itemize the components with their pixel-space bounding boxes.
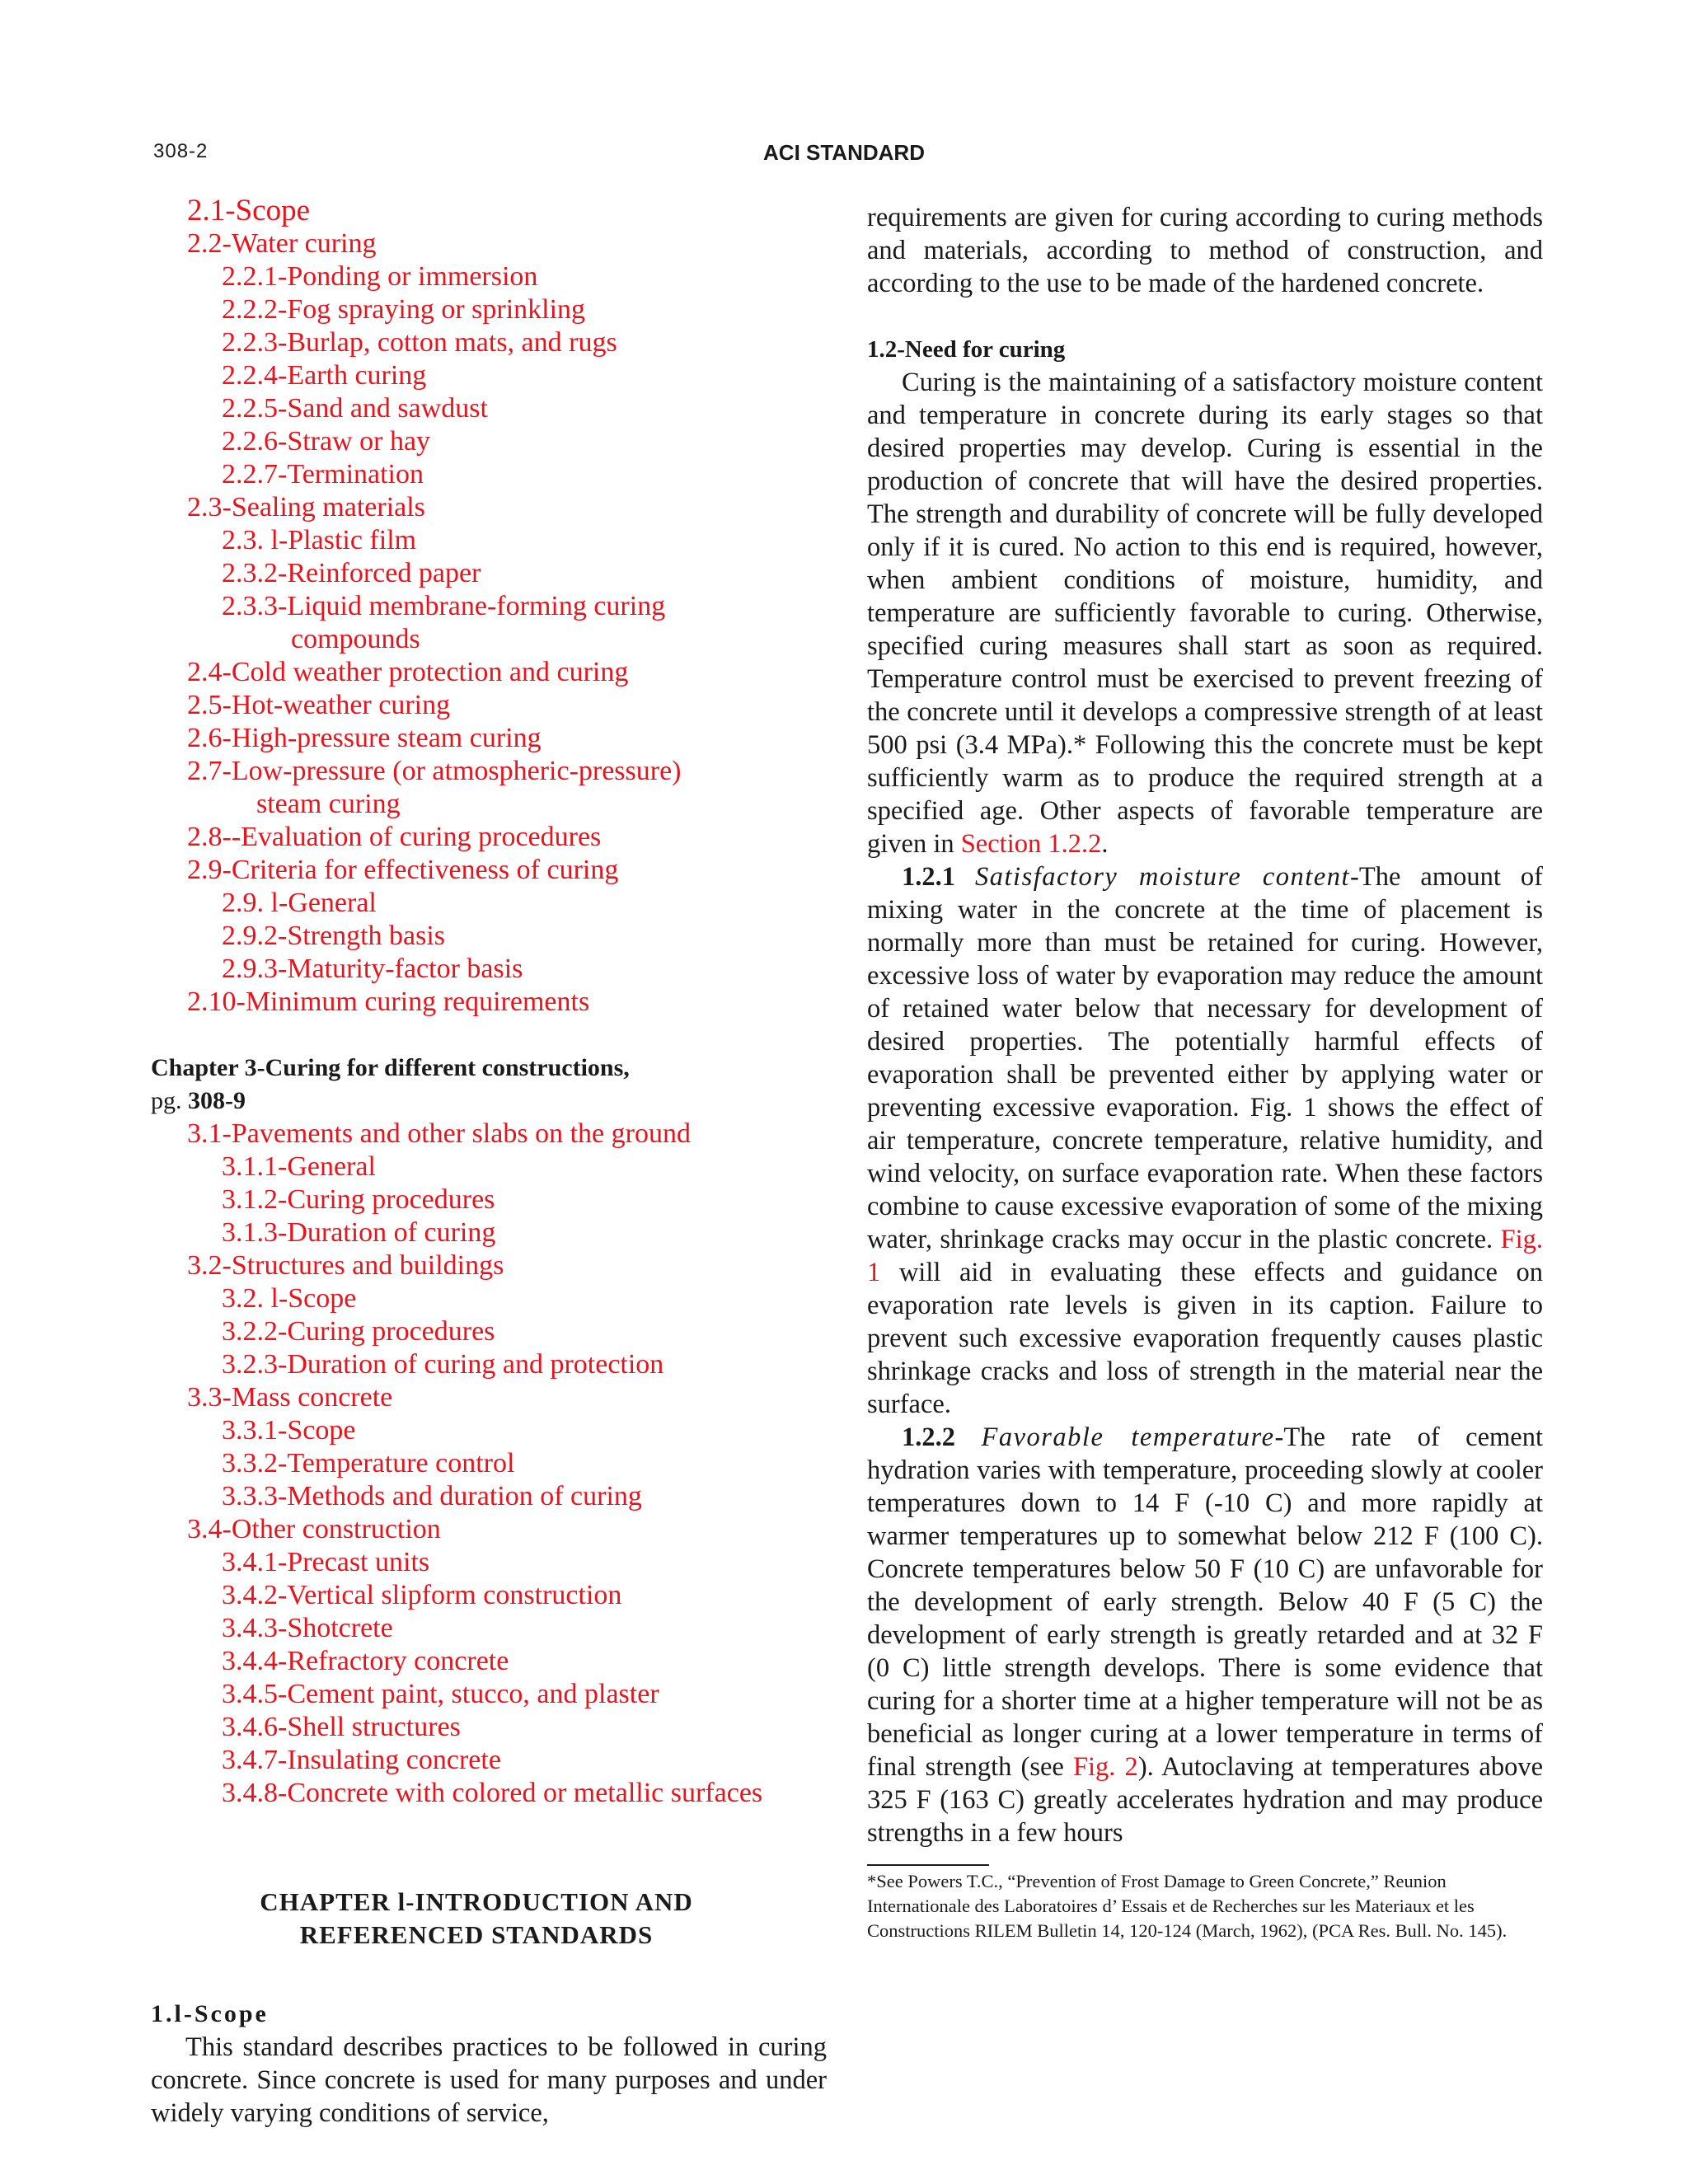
section-1-2-2-title: Favorable temperature xyxy=(981,1422,1275,1452)
toc-link[interactable]: 2.1-Scope xyxy=(187,194,310,227)
chapter-3-page: 308-9 xyxy=(188,1087,246,1114)
toc-link[interactable]: 2.4-Cold weather protection and curing xyxy=(187,657,629,687)
toc-link[interactable]: 3.3.1-Scope xyxy=(222,1415,356,1446)
chapter-1-title-line-2: REFERENCED STANDARDS xyxy=(299,1920,654,1949)
toc-link[interactable]: 2.9. l-General xyxy=(222,888,377,918)
section-1-2-1-title: Satisfactory moisture content xyxy=(975,862,1351,892)
toc-link[interactable]: 2.5-Hot-weather curing xyxy=(187,690,451,720)
toc-link[interactable]: 2.7-Low-pressure (or atmospheric-pressure) xyxy=(187,756,682,786)
toc-link[interactable]: 3.3-Mass concrete xyxy=(187,1382,393,1413)
toc-link[interactable]: 3.4.5-Cement paint, stucco, and plaster xyxy=(222,1679,659,1709)
s122-text-b: ). Autoclaving at temperatures above 325 F (163 C) greatly accelerates hydration and may produce strengths in a few hours xyxy=(867,1752,1543,1848)
chapter-1-title xyxy=(151,1886,827,1952)
need-for-curing-paragraph xyxy=(867,366,1543,860)
toc-link[interactable]: 2.2.6-Straw or hay xyxy=(222,426,431,457)
chapter-3-page-prefix: pg. xyxy=(151,1087,188,1114)
toc-link[interactable]: 2.9-Criteria for effectiveness of curing xyxy=(187,855,619,885)
need-text-a: Curing is the maintaining of a satisfactory moisture content and temperature in concrete during its early stages so that desired properties may develop. Curing is essential in the production of concrete that will have the desired properties. The strength and durability of concrete will be fully developed only if it is cured. No action to this end is required, however, when ambient conditions of moisture, humidity, and temperature are sufficiently favorable to curing. Otherwise, specified curing measures shall start as soon as required. Temperature control must be exercised to prevent freezing of the concrete until it develops a compressive strength of at least 500 psi (3.4 MPa).* Following this the concrete must be kept sufficiently warm as to produce the required strength at a specified age. Other aspects of favorable temperature are given in xyxy=(867,368,1543,859)
toc-link[interactable]: 2.9.3-Maturity-factor basis xyxy=(222,954,523,984)
toc-link[interactable]: 2.2-Water curing xyxy=(187,228,377,259)
toc-link[interactable]: 2.2.2-Fog spraying or sprinkling xyxy=(222,294,586,325)
toc-link[interactable]: 2.10-Minimum curing requirements xyxy=(187,987,590,1017)
toc-link[interactable]: 3.1.2-Curing procedures xyxy=(222,1184,495,1215)
toc-link[interactable]: 2.2.1-Ponding or immersion xyxy=(222,261,538,292)
toc-chapter-3 xyxy=(151,1118,827,1810)
toc-link[interactable]: 3.4.2-Vertical slipform construction xyxy=(222,1580,622,1610)
s121-text-a: -The amount of mixing water in the concrete at the time of placement is normally more than must be retained for curing. However, excessive loss of water by evaporation may reduce the amount of retained water below that necessary for development of desired properties. The potentially harmful effects of evaporation shall be prevented either by applying water or preventing excessive evaporation. Fig. 1 shows the effect of air temperature, concrete temperature, relative humidity, and wind velocity, on surface evaporation rate. When these factors combine to cause excessive evaporation of some of the mixing water, shrinkage cracks may occur in the plastic concrete. xyxy=(867,862,1543,1254)
toc-link[interactable]: 3.2.3-Duration of curing and protection xyxy=(222,1349,664,1380)
toc-link[interactable]: 3.3.2-Temperature control xyxy=(222,1448,515,1479)
toc-chapter-3-heading xyxy=(151,1052,827,1118)
need-text-b: . xyxy=(1101,829,1109,859)
toc-chapter-2 xyxy=(151,194,827,1019)
toc-link[interactable]: 2.3-Sealing materials xyxy=(187,492,425,523)
toc-link[interactable]: 2.6-High-pressure steam curing xyxy=(187,723,542,753)
toc-link[interactable]: 3.4.4-Refractory concrete xyxy=(222,1646,509,1676)
toc-link[interactable]: 3.2.2-Curing procedures xyxy=(222,1316,495,1347)
footnote: *See Powers T.C., “Prevention of Frost Damage to Green Concrete,” Reunion Internationale des Laboratoires d’ Essais et de Recherches sur les Materiaux et les Constructions RILEM Bulletin 14, 120-124 (March, 1962), (PCA Res. Bull. No. 145). xyxy=(867,1871,1507,1941)
chapter-1-title-line-1: CHAPTER l-INTRODUCTION AND xyxy=(260,1887,693,1916)
section-1-2-2-number: 1.2.2 xyxy=(902,1422,955,1452)
fig-1-link[interactable]: Fig. 1 xyxy=(867,1225,1543,1287)
right-column xyxy=(867,201,1543,1943)
section-1-2-2-link[interactable]: Section 1.2.2 xyxy=(960,829,1102,859)
scope-heading: 1.l-Scope xyxy=(151,2000,269,2027)
toc-link[interactable]: 3.2-Structures and buildings xyxy=(187,1250,504,1281)
scope-continuation: requirements are given for curing according to curing methods and materials, according to method of construction, and according to the use to be made of the hardened concrete. xyxy=(867,203,1543,298)
toc-link[interactable]: 3.4.7-Insulating concrete xyxy=(222,1745,501,1775)
toc-link[interactable]: 3.4-Other construction xyxy=(187,1514,441,1544)
toc-link[interactable]: 3.3.3-Methods and duration of curing xyxy=(222,1481,642,1511)
toc-link[interactable]: 2.3.3-Liquid membrane-forming curing xyxy=(222,591,666,621)
section-1-2-2-paragraph xyxy=(867,1421,1543,1849)
toc-link[interactable]: 2.3. l-Plastic film xyxy=(222,525,417,555)
toc-link[interactable]: 2.8--Evaluation of curing procedures xyxy=(187,822,602,852)
running-head: ACI STANDARD xyxy=(763,140,925,165)
toc-link[interactable]: 2.2.7-Termination xyxy=(222,459,424,490)
need-for-curing-heading: 1.2-Need for curing xyxy=(867,336,1066,363)
page-number: 308-2 xyxy=(153,140,209,162)
footnote-rule xyxy=(867,1864,989,1866)
chapter-3-title: Chapter 3-Curing for different constructions, xyxy=(151,1054,630,1081)
s122-text-a: -The rate of cement hydration varies with temperature, proceeding slowly at cooler temperatures down to 14 F (-10 C) and more rapidly at warmer temperatures up to somewhat below 212 F (100 C). Concrete temperatures below 50 F (10 C) are unfavorable for the development of early strength. Below 40 F (5 C) the development of early strength is greatly retarded and at 32 F (0 C) little strength develops. There is some evidence that curing for a shorter time at a higher temperature will not be as beneficial as longer curing at a lower temperature in terms of final strength (see xyxy=(867,1422,1543,1782)
toc-link[interactable]: compounds xyxy=(291,624,420,654)
toc-link[interactable]: 3.4.6-Shell structures xyxy=(222,1712,461,1742)
toc-link[interactable]: 2.3.2-Reinforced paper xyxy=(222,558,481,588)
toc-link[interactable]: 3.2. l-Scope xyxy=(222,1283,357,1314)
fig-2-link[interactable]: Fig. 2 xyxy=(1072,1752,1138,1782)
scope-paragraph: This standard describes practices to be followed in curing concrete. Since concrete is used for many purposes and under widely varying conditions of service, xyxy=(151,2032,827,2128)
left-column xyxy=(151,194,827,2130)
toc-link[interactable]: 3.4.3-Shotcrete xyxy=(222,1613,393,1643)
toc-link[interactable]: 3.1-Pavements and other slabs on the ground xyxy=(187,1118,691,1149)
toc-link[interactable]: 3.4.1-Precast units xyxy=(222,1547,430,1577)
toc-link[interactable]: 2.2.5-Sand and sawdust xyxy=(222,393,488,424)
section-1-2-1-number: 1.2.1 xyxy=(902,862,955,892)
toc-link[interactable]: steam curing xyxy=(256,789,401,819)
s121-text-b: will aid in evaluating these effects and guidance on evaporation rate levels is given in its caption. Failure to prevent such excessive evaporation frequently causes plastic shrinkage cracks and loss of strength in the material near the surface. xyxy=(867,1258,1543,1419)
toc-link[interactable]: 2.9.2-Strength basis xyxy=(222,921,446,951)
toc-link[interactable]: 2.2.4-Earth curing xyxy=(222,360,427,391)
toc-link[interactable]: 3.1.3-Duration of curing xyxy=(222,1217,496,1248)
toc-link[interactable]: 3.4.8-Concrete with colored or metallic surfaces xyxy=(222,1778,763,1808)
toc-link[interactable]: 3.1.1-General xyxy=(222,1151,376,1182)
section-1-2-1-paragraph xyxy=(867,860,1543,1421)
toc-link[interactable]: 2.2.3-Burlap, cotton mats, and rugs xyxy=(222,327,617,358)
